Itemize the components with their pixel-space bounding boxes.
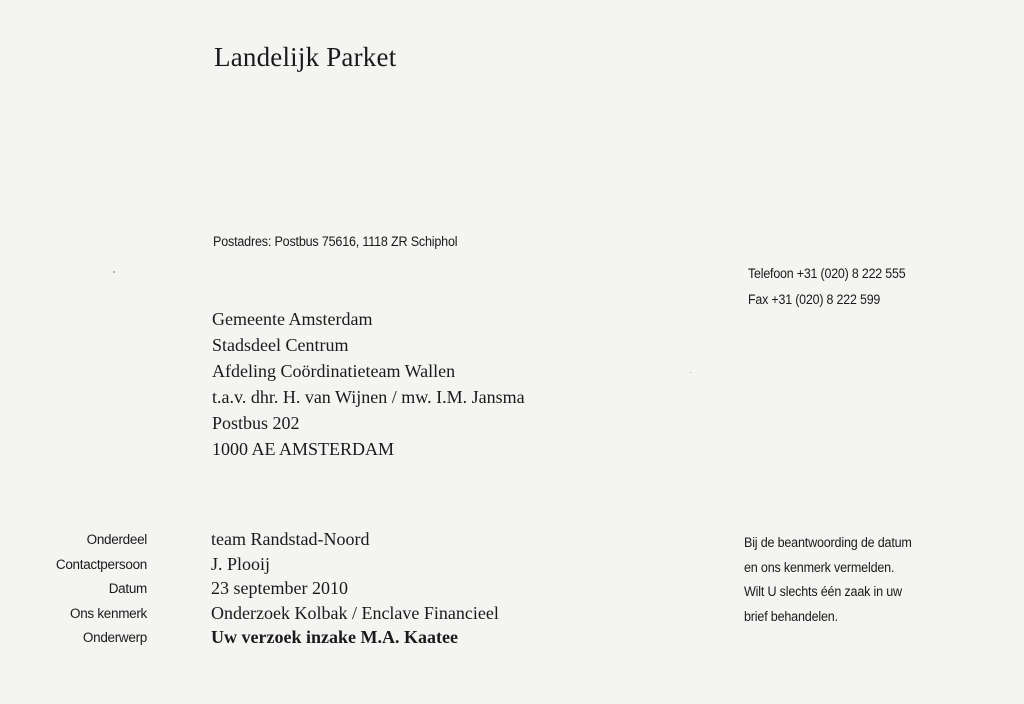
meta-labels: [56, 528, 147, 651]
phone-number: Telefoon +31 (020) 8 222 555: [748, 266, 906, 281]
recipient-line-city: 1000 AE AMSTERDAM: [212, 439, 395, 459]
postal-address: Postadres: Postbus 75616, 1118 ZR Schiphol: [213, 234, 458, 249]
label-onderwerp: Onderwerp: [82, 630, 147, 645]
label-ons-kenmerk: Ons kenmerk: [70, 605, 147, 621]
note-line: brief behandelen.: [744, 608, 838, 624]
scan-speck: [113, 271, 115, 273]
recipient-address: [212, 306, 525, 462]
recipient-line-district: Stadsdeel Centrum: [212, 335, 349, 355]
reply-instructions: [744, 531, 912, 629]
contact-details: [748, 261, 905, 313]
value-ons-kenmerk: Onderzoek Kolbak / Enclave Financieel: [211, 602, 499, 623]
value-onderdeel: team Randstad-Noord: [211, 529, 370, 549]
recipient-line-attention: t.a.v. dhr. H. van Wijnen / mw. I.M. Jansma: [212, 387, 525, 407]
organization-title: Landelijk Parket: [214, 42, 397, 72]
label-contactpersoon: Contactpersoon: [55, 556, 147, 572]
note-line: en ons kenmerk vermelden.: [744, 559, 895, 575]
value-datum: 23 september 2010: [211, 578, 348, 598]
meta-values: [211, 527, 499, 650]
recipient-line-department: Afdeling Coördinatieteam Wallen: [212, 361, 456, 381]
value-contactpersoon: J. Plooij: [211, 553, 271, 574]
note-line: Bij de beantwoording de datum: [744, 535, 912, 550]
scan-speck: [690, 372, 691, 373]
value-onderwerp: Uw verzoek inzake M.A. Kaatee: [211, 627, 458, 647]
fax-number: Fax +31 (020) 8 222 599: [748, 292, 881, 307]
label-onderdeel: Onderdeel: [86, 532, 147, 547]
recipient-line-pobox: Postbus 202: [212, 413, 300, 433]
label-datum: Datum: [108, 581, 147, 596]
note-line: Wilt U slechts één zaak in uw: [744, 584, 902, 599]
recipient-line-organization: Gemeente Amsterdam: [212, 309, 373, 329]
